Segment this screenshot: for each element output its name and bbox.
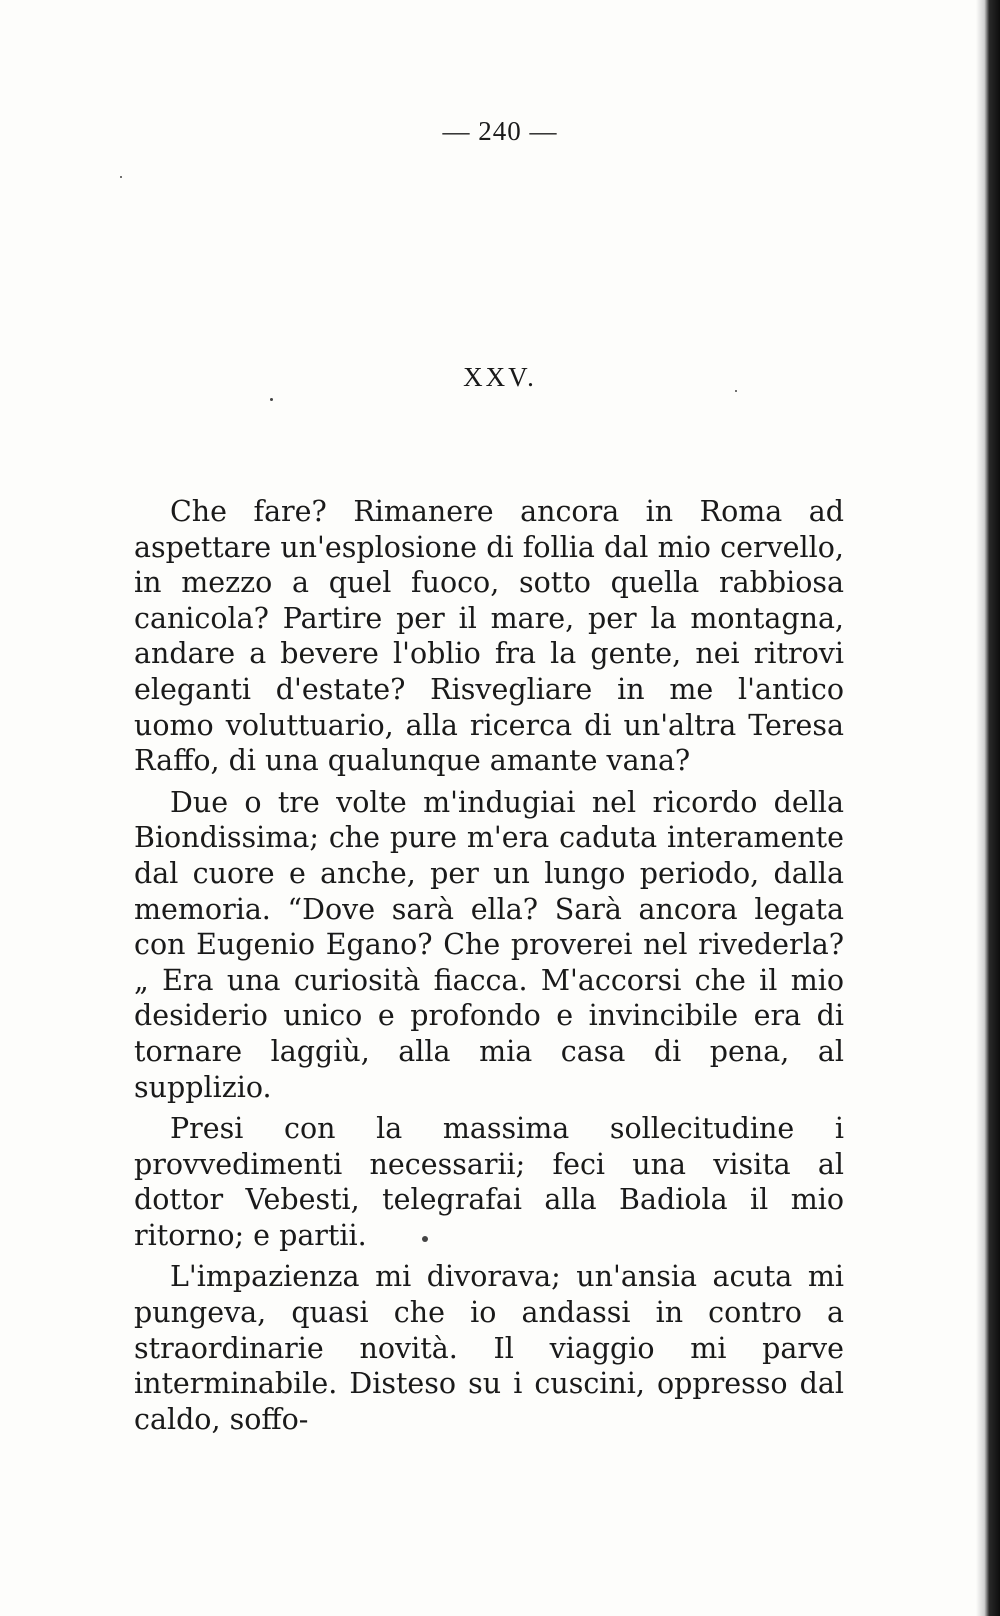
paragraph: Due o tre volte m'indugiai nel ricordo della Biondissima; che pure m'era caduta interamente dal cuore e anche, per un lungo periodo, dalla memoria. “Dove sarà ella? Sarà ancora legata con Eugenio Egano? Che proverei nel rivederla?„ Era una curiosità fiacca. M'accorsi che il mio desiderio unico e profondo e invincibile era di tornare laggiù, alla mia casa di pena, al supplizio. (134, 785, 844, 1104)
print-speck (120, 176, 122, 178)
binding-edge (976, 0, 1000, 1616)
page-number: — 240 — (442, 116, 558, 146)
print-speck (270, 398, 273, 401)
body-text (134, 494, 844, 1439)
chapter-heading: XXV. (463, 362, 537, 392)
paragraph: L'impazienza mi divorava; un'ansia acuta mi pungeva, quasi che io andassi in contro a straordinarie novità. Il viaggio mi parve interminabile. Disteso su i cuscini, oppresso dal caldo, soffo- (134, 1260, 844, 1436)
paragraph: Presi con la massima sollecitudine i provvedimenti necessarii; feci una visita al dottor Vebesti, telegrafai alla Badiola il mio ritorno; e partii. (134, 1112, 844, 1252)
paragraph: Che fare? Rimanere ancora in Roma ad aspettare un'esplosione di follia dal mio cervello, in mezzo a quel fuoco, sotto quella rabbiosa canicola? Partire per il mare, per la montagna, andare a bevere l'oblio fra la gente, nei ritrovi eleganti d'estate? Risvegliare in me l'antico uomo voluttuario, alla ricerca di un'altra Teresa Raffo, di una qualunque amante vana? (134, 495, 844, 778)
